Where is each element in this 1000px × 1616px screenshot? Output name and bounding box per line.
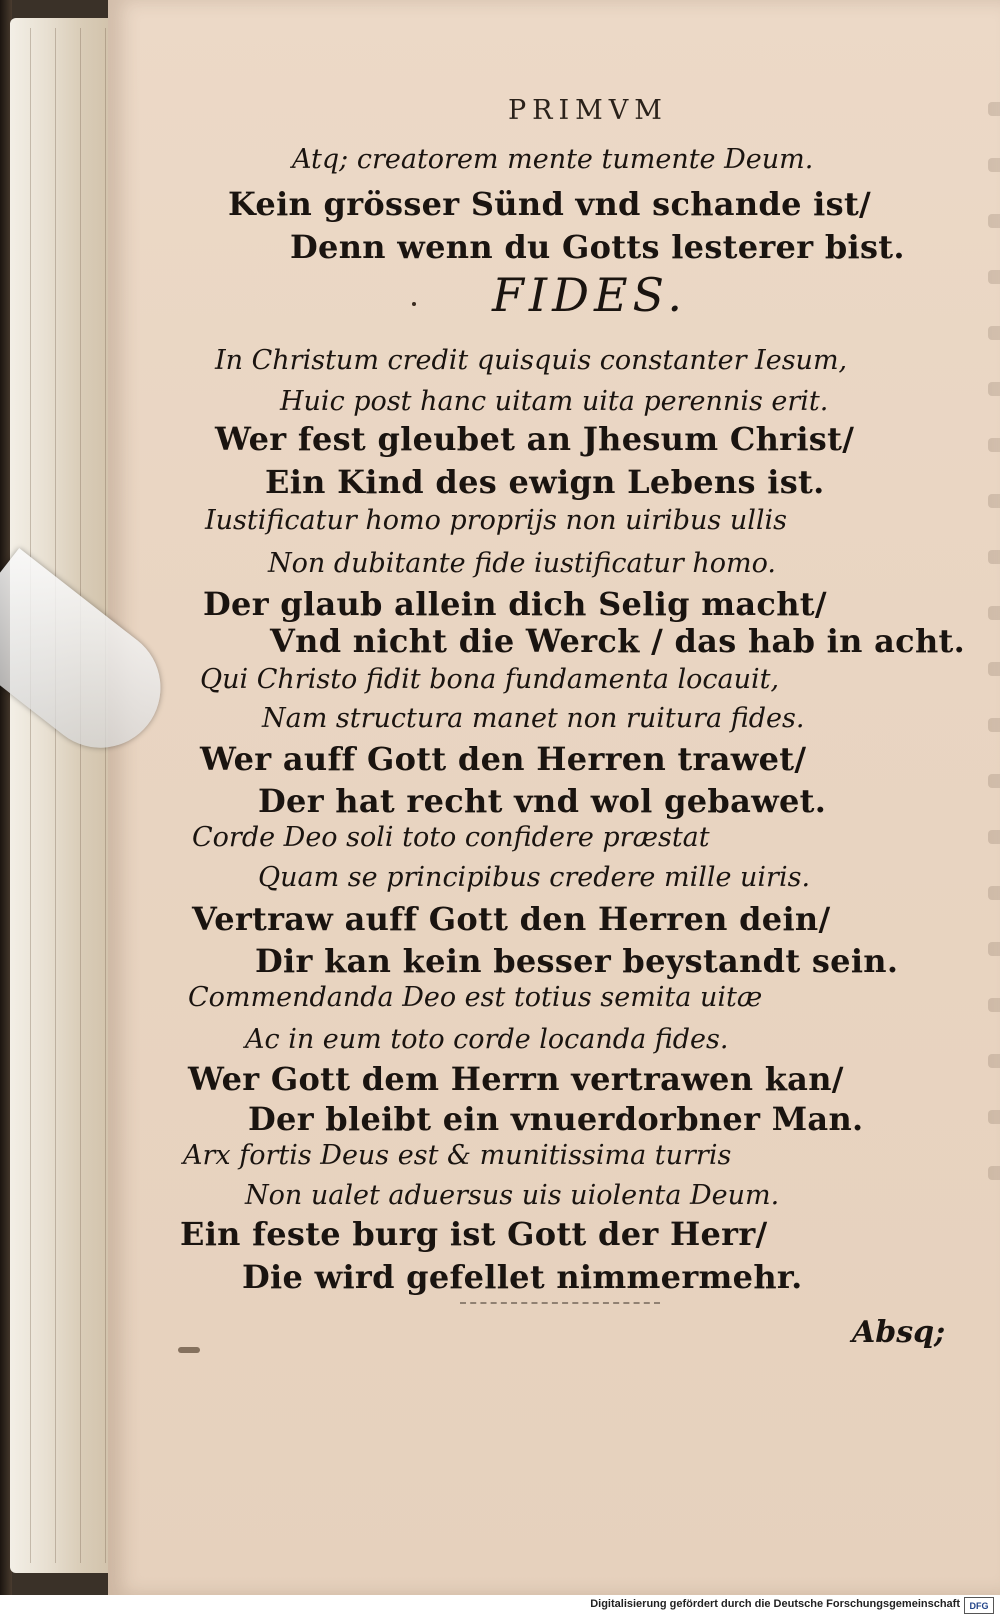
verse-line: Nam structura manet non ruitura fides. (262, 703, 805, 734)
verse-line: Non dubitante fide iustificatur homo. (268, 548, 776, 579)
verse-line: Die wird gefellet nimmermehr. (242, 1258, 803, 1296)
verse-line: Der bleibt ein vnuerdorbner Man. (248, 1100, 864, 1138)
verse-line: In Christum credit quisquis constanter Iesum, (215, 345, 848, 376)
decorative-rule (460, 1302, 660, 1304)
footer-credit: Digitalisierung gefördert durch die Deutsche Forschungsgemeinschaft (590, 1598, 960, 1610)
digitization-footer (0, 1595, 1000, 1616)
dfg-logo-icon: DFG (964, 1597, 994, 1614)
verse-line: Wer auff Gott den Herren trawet/ (200, 740, 807, 778)
verse-line: Commendanda Deo est totius semita uitæ (188, 982, 763, 1013)
verse-line: Denn wenn du Gotts lesterer bist. (290, 228, 905, 266)
bleed-through (988, 60, 1000, 1320)
running-head: PRIMVM (508, 95, 668, 126)
verse-line: Dir kan kein besser beystandt sein. (255, 942, 899, 980)
ink-mark (178, 1347, 200, 1353)
verse-line: Non ualet aduersus uis uiolenta Deum. (245, 1180, 780, 1211)
verse-line: Corde Deo soli toto confidere præstat (192, 822, 710, 853)
verse-line: Quam se principibus credere mille uiris. (258, 862, 811, 893)
verse-line: Arx fortis Deus est & munitissima turris (183, 1140, 732, 1171)
verse-line: Kein grösser Sünd vnd schande ist/ (228, 185, 872, 223)
verse-line: Ac in eum toto corde locanda fides. (245, 1024, 729, 1055)
verse-line: Vnd nicht die Werck / das hab in acht. (270, 622, 966, 660)
verse-line: Der hat recht vnd wol gebawet. (258, 782, 827, 820)
verse-line: Wer fest gleubet an Jhesum Christ/ (215, 420, 855, 458)
verse-line: Wer Gott dem Herrn vertrawen kan/ (188, 1060, 844, 1098)
section-title: FIDES. (492, 268, 688, 322)
verse-line: Der glaub allein dich Selig macht/ (203, 585, 827, 623)
verse-line: Ein Kind des ewign Lebens ist. (265, 463, 825, 501)
verse-line: Huic post hanc uitam uita perennis erit. (280, 386, 829, 417)
verse-line: Vertraw auff Gott den Herren dein/ (192, 900, 831, 938)
verse-line: Qui Christo fidit bona fundamenta locauit, (200, 664, 780, 695)
verse-line: Iustificatur homo proprijs non uiribus ullis (205, 505, 787, 536)
catchword: Absq; (852, 1315, 946, 1350)
verse-line: Atq; creatorem mente tumente Deum. (292, 144, 814, 175)
ornament-dot (412, 302, 416, 306)
verse-line: Ein feste burg ist Gott der Herr/ (180, 1215, 768, 1253)
